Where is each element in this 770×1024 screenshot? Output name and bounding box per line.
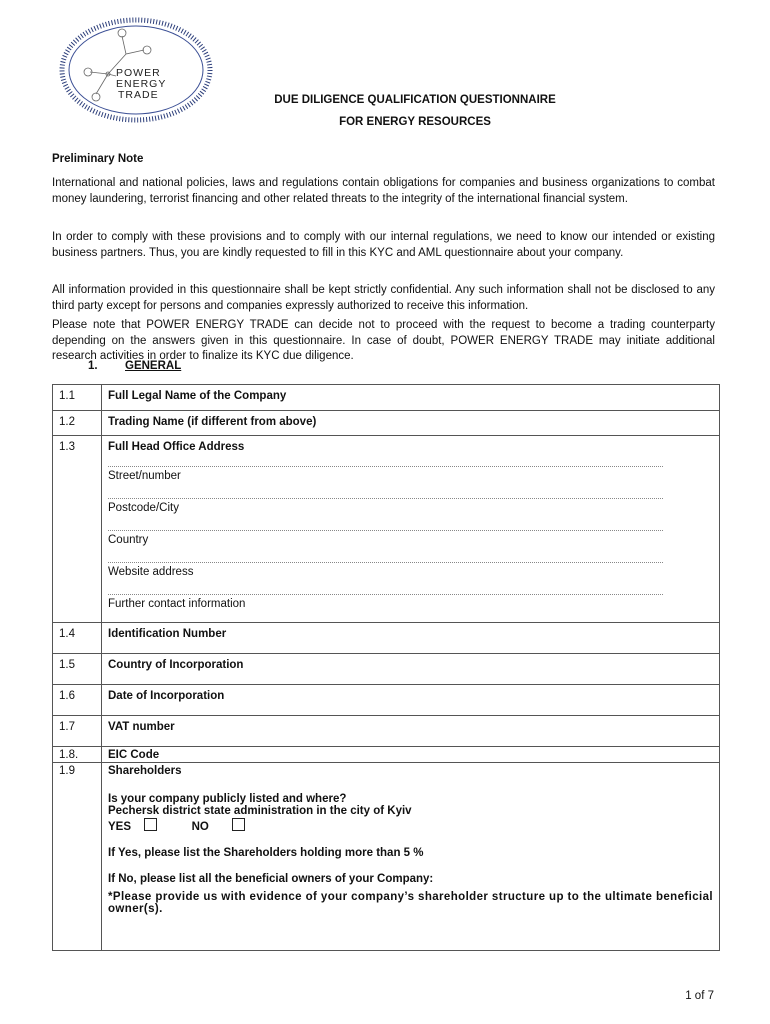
- note-paragraph-2: In order to comply with these provisions and to comply with our internal regulations, we need to know our intended or existing business partners. Thus, you are kindly requested to fill in this KYC and AML questionnaire about your company.: [52, 231, 715, 259]
- row-number: 1.7: [53, 716, 102, 747]
- logo-text-3: TRADE: [118, 89, 159, 101]
- note-paragraph-1: International and national policies, laws and regulations contain obligations for companies and business organizations to combat money laundering, terrorist financing and other related threats to the integrity of the international financial system.: [52, 177, 715, 205]
- address-line[interactable]: [108, 581, 663, 595]
- row-1-5: [53, 654, 720, 685]
- field-full-legal-name[interactable]: Full Legal Name of the Company: [102, 385, 720, 411]
- field-identification-number[interactable]: Identification Number: [102, 623, 720, 654]
- row-number: 1.9: [53, 763, 102, 951]
- address-line[interactable]: [108, 453, 663, 467]
- row-number: 1.4: [53, 623, 102, 654]
- row-number: 1.3: [53, 436, 102, 623]
- field-eic-code[interactable]: EIC Code: [102, 747, 720, 763]
- field-country-of-incorporation[interactable]: Country of Incorporation: [102, 654, 720, 685]
- publicly-listed-answer: Pechersk district state administration in the city of Kyiv: [108, 805, 412, 817]
- logo-text-1: POWER: [116, 67, 161, 79]
- field-date-of-incorporation[interactable]: Date of Incorporation: [102, 685, 720, 716]
- page-number: 1 of 7: [685, 990, 714, 1002]
- street-number-label: Street/number: [108, 470, 181, 482]
- address-line[interactable]: [108, 485, 663, 499]
- row-1-7: [53, 716, 720, 747]
- address-line[interactable]: [108, 549, 663, 563]
- evidence-instruction: *Please provide us with evidence of your company’s shareholder structure up to the ultimate beneficial owner(s).: [108, 891, 713, 915]
- field-head-office-address[interactable]: [102, 436, 720, 623]
- website-label: Website address: [108, 566, 194, 578]
- row-1-9: [53, 763, 720, 951]
- yes-no-options: [108, 818, 713, 833]
- field-vat-number[interactable]: VAT number: [102, 716, 720, 747]
- row-1-2: [53, 411, 720, 436]
- row-number: 1.5: [53, 654, 102, 685]
- shareholders-label: Shareholders: [108, 765, 182, 777]
- if-no-instruction: If No, please list all the beneficial owners of your Company:: [108, 873, 434, 885]
- note-paragraph-3: All information provided in this questionnaire shall be kept strictly confidential. Any such information shall not be disclosed to any third party except for persons and companies expressly authorized to receive this information.: [52, 284, 715, 312]
- country-label: Country: [108, 534, 149, 546]
- row-number: 1.6: [53, 685, 102, 716]
- section-number: 1.: [88, 360, 98, 372]
- row-1-4: [53, 623, 720, 654]
- section-heading: [88, 360, 181, 372]
- address-label: Full Head Office Address: [108, 441, 245, 453]
- no-label: NO: [191, 821, 209, 833]
- row-1-8: [53, 747, 720, 763]
- row-1-1: [53, 385, 720, 411]
- section-label: GENERAL: [125, 360, 182, 372]
- field-shareholders[interactable]: [102, 763, 720, 951]
- no-checkbox[interactable]: [232, 818, 245, 831]
- preliminary-note-heading: Preliminary Note: [52, 153, 144, 165]
- note-paragraph-4: Please note that POWER ENERGY TRADE can decide not to proceed with the request to become a trading counterparty depending on the answers given in this questionnaire. In case of doubt, POWER ENERGY TRADE may initiate additional research activities in order to finalize its KYC due diligence.: [52, 319, 715, 362]
- company-logo: [56, 14, 226, 126]
- if-yes-instruction: If Yes, please list the Shareholders holding more than 5 %: [108, 847, 424, 859]
- row-number: 1.2: [53, 411, 102, 436]
- publicly-listed-question: Is your company publicly listed and where?: [108, 793, 347, 805]
- further-contact-label: Further contact information: [108, 598, 246, 610]
- address-line[interactable]: [108, 517, 663, 531]
- document-title: DUE DILIGENCE QUALIFICATION QUESTIONNAIRE: [274, 94, 556, 106]
- questionnaire-table: [52, 384, 720, 951]
- postcode-city-label: Postcode/City: [108, 502, 179, 514]
- row-1-6: [53, 685, 720, 716]
- document-subtitle: FOR ENERGY RESOURCES: [339, 116, 491, 128]
- yes-checkbox[interactable]: [144, 818, 157, 831]
- yes-label: YES: [108, 821, 132, 833]
- row-number: 1.1: [53, 385, 102, 411]
- logo-text-2: ENERGY: [116, 78, 167, 90]
- field-trading-name[interactable]: Trading Name (if different from above): [102, 411, 720, 436]
- row-number: 1.8.: [53, 747, 102, 763]
- row-1-3: [53, 436, 720, 623]
